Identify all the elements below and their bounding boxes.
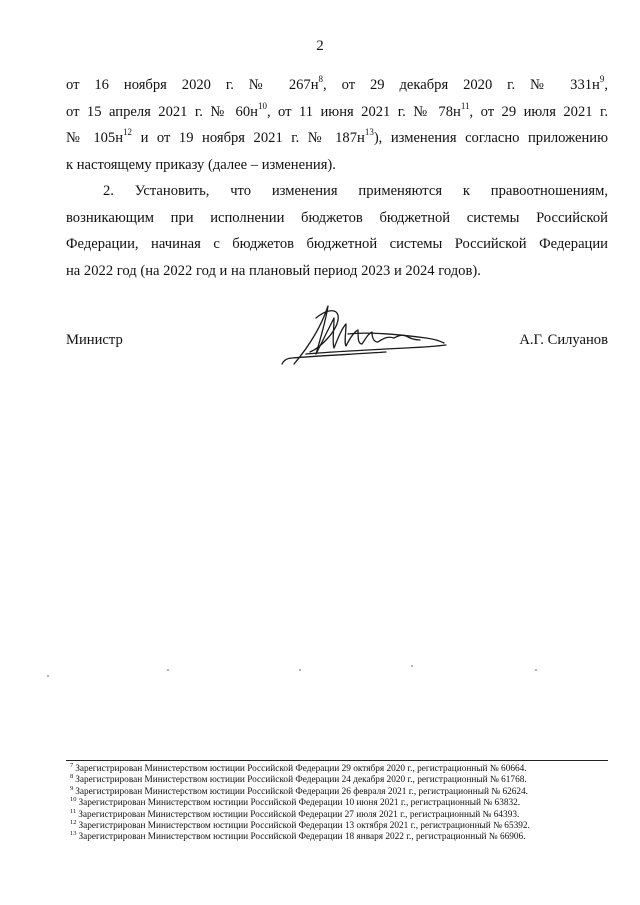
footnote-ref-9: 9 — [599, 74, 605, 85]
signatory-title: Министр — [66, 332, 123, 348]
footnote-8: $^8$ Зарегистрирован Министерством юстиции Российской Федерации 24 декабря 2020 г., регистрационный № 61768. — [70, 773, 527, 786]
scan-specks — [0, 664, 640, 684]
footnote-ref-12: 12 — [123, 127, 133, 138]
signature-block — [66, 326, 608, 376]
paragraph-2 — [66, 178, 608, 284]
footnote-separator — [66, 760, 608, 761]
handwritten-signature — [276, 298, 456, 378]
paragraph-1-line-1: от 16 ноября 2020 г. № $267н^8$, от 29 декабря 2020 г. № $331н^9$, — [66, 74, 608, 93]
paragraph-2-line-3: Федерации, начиная с бюджетов бюджетной системы Российской Федерации — [66, 236, 608, 252]
footnote-11: $^{11}$ Зарегистрирован Министерством юстиции Российской Федерации 27 июля 2021 г., регистрационный № 64393. — [70, 807, 520, 820]
paragraph-1-line-3: № $105н^{12}$ и от 19 ноября 2021 г. № $187н^{13}$), изменения согласно приложению — [66, 127, 608, 146]
page-number: 2 — [316, 38, 324, 54]
footnote-ref-13: 13 — [364, 127, 374, 138]
footnote-13: $^{13}$ Зарегистрирован Министерством юстиции Российской Федерации 18 января 2022 г., регистрационный № 66906. — [70, 830, 526, 843]
paragraph-2-line-1: 2. Установить, что изменения применяются к правоотношениям, — [103, 183, 608, 199]
footnote-ref-8: 8 — [318, 74, 324, 85]
footnote-10: $^{10}$ Зарегистрирован Министерством юстиции Российской Федерации 10 июня 2021 г., регистрационный № 63832. — [70, 796, 521, 809]
footnote-12: $^{12}$ Зарегистрирован Министерством юстиции Российской Федерации 13 октября 2021 г., регистрационный № 65392. — [70, 818, 530, 832]
signatory-name: А.Г. Силуанов — [519, 332, 608, 348]
paragraph-2-line-4: на 2022 год (на 2022 год и на плановый период 2023 и 2024 годов). — [66, 262, 481, 279]
paragraph-1 — [66, 72, 608, 178]
paragraph-1-line-4: к настоящему приказу (далее – изменения). — [66, 156, 336, 173]
footnote-9: $^9$ Зарегистрирован Министерством юстиции Российской Федерации 26 февраля 2021 г., регистрационный № 62624. — [70, 784, 529, 797]
footnote-7: $^7$ Зарегистрирован Министерством юстиции Российской Федерации 29 октября 2020 г., регистрационный № 60664. — [70, 761, 527, 774]
paragraph-1-line-2: от 15 апреля 2021 г. № $60н^{10}$, от 11 июня 2021 г. № $78н^{11}$, от 29 июля 2021 г. — [66, 100, 608, 120]
paragraph-2-line-2: возникающим при исполнении бюджетов бюджетной системы Российской — [66, 209, 608, 226]
footnotes — [70, 761, 610, 844]
footnote-ref-10: 10 — [257, 100, 267, 111]
footnote-ref-11: 11 — [460, 100, 470, 111]
